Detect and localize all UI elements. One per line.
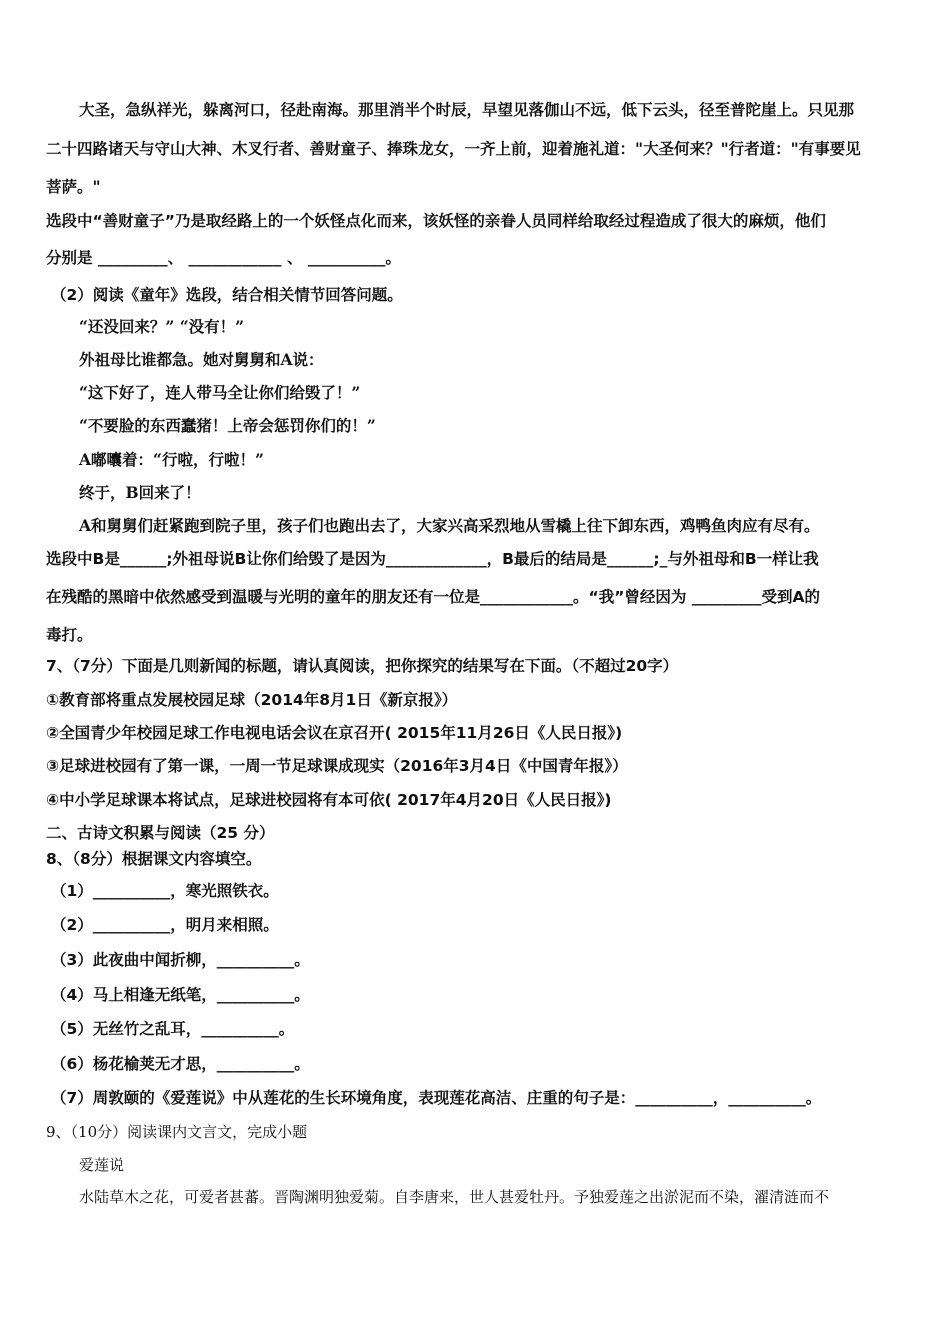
- q6-1-line1: 选段中“善财童子”乃是取经路上的一个妖怪点化而来，该妖怪的亲眷人员同样给取经过程造成了很大的麻烦，他们: [46, 212, 826, 230]
- q8-item: （5）无丝竹之乱耳，__________。: [51, 1020, 295, 1038]
- q8-heading: 8、（8分）根据课文内容填空。: [46, 850, 262, 868]
- q7-item: ②全国青少年校园足球工作电视电话会议在京召开( 2015年11月26日《人民日报》): [46, 724, 623, 742]
- q7-heading: 7、（7分）下面是几则新闻的标题，请认真阅读，把你探究的结果写在下面。（不超过20字）: [46, 657, 679, 675]
- q8-item: （6）杨花榆荚无才思，__________。: [51, 1055, 310, 1073]
- q8-item: （1）__________，寒光照铁衣。: [51, 882, 279, 900]
- q6-2-question-line2: 在残酷的黑暗中依然感受到温暖与光明的童年的朋友还有一位是____________。“我”曾经因为 _________受到A的: [46, 588, 821, 606]
- q8-item: （7）周敦颐的《爱莲说》中从莲花的生长环境角度，表现莲花高洁、庄重的句子是：__________，__________。: [51, 1089, 822, 1107]
- section2-heading: 二、古诗文积累与阅读（25 分）: [46, 824, 275, 842]
- q8-item: （4）马上相逢无纸笔，__________。: [51, 986, 310, 1004]
- q9-heading: 9、（10分）阅读课内文言文，完成小题: [46, 1123, 308, 1141]
- q8-item: （2）__________，明月来相照。: [51, 916, 279, 934]
- q6-2-question-line3: 毒打。: [46, 626, 93, 644]
- q6-2-excerpt-line: “不要脸的东西蠢猪！上帝会惩罚你们的！”: [79, 416, 376, 435]
- q6-2-excerpt-line: “还没回来？” “没有！”: [79, 317, 245, 336]
- q6-2-excerpt-line: A和舅舅们赶紧跑到院子里，孩子们也跑出去了，大家兴高采烈地从雪橇上往下卸东西，鸡鸭鱼肉应有尽有。: [79, 516, 820, 535]
- q7-item: ③足球进校园有了第一课，一周一节足球课成现实（2016年3月4日《中国青年报》）: [46, 757, 628, 775]
- q6-2-question-line1: 选段中B是______;外祖母说B让你们给毁了是因为_____________，B最后的结局是______;_与外祖母和B一样让我: [46, 550, 819, 568]
- q9-title: 爱莲说: [79, 1156, 125, 1174]
- q7-item: ④中小学足球课本将试点，足球进校园将有本可依( 2017年4月20日《人民日报》): [46, 791, 612, 809]
- q8-item: （3）此夜曲中闻折柳，__________。: [51, 951, 310, 969]
- passage1-line2: 二十四路诸天与守山大神、木叉行者、善财童子、捧珠龙女，一齐上前，迎着施礼道："大圣何来？"行者道："有事要见: [46, 139, 861, 158]
- q6-1-line2: 分别是 _________、 ____________ 、 __________。: [46, 249, 401, 267]
- q6-2-excerpt-line: A嘟囔着：“行啦，行啦！”: [79, 450, 264, 469]
- passage1-line1: 大圣，急纵祥光，躲离河口，径赴南海。那里消半个时辰，早望见落伽山不远，低下云头，径至普陀崖上。只见那: [79, 100, 855, 119]
- q6-2-excerpt-line: “这下好了，连人带马全让你们给毁了！”: [79, 383, 361, 402]
- q6-2-excerpt-line: 外祖母比谁都急。她对舅舅和A说：: [79, 350, 324, 369]
- q9-text-line1: 水陆草木之花，可爱者甚蕃。晋陶渊明独爱菊。自李唐来，世人甚爱牡丹。予独爱莲之出淤泥而不染，濯清涟而不: [79, 1188, 830, 1206]
- q6-2-excerpt-line: 终于，B回来了！: [79, 483, 201, 502]
- q7-item: ①教育部将重点发展校园足球（2014年8月1日《新京报》）: [46, 691, 458, 709]
- q6-2-heading: （2）阅读《童年》选段，结合相关情节回答问题。: [51, 286, 403, 304]
- passage1-line3: 菩萨。": [46, 177, 101, 196]
